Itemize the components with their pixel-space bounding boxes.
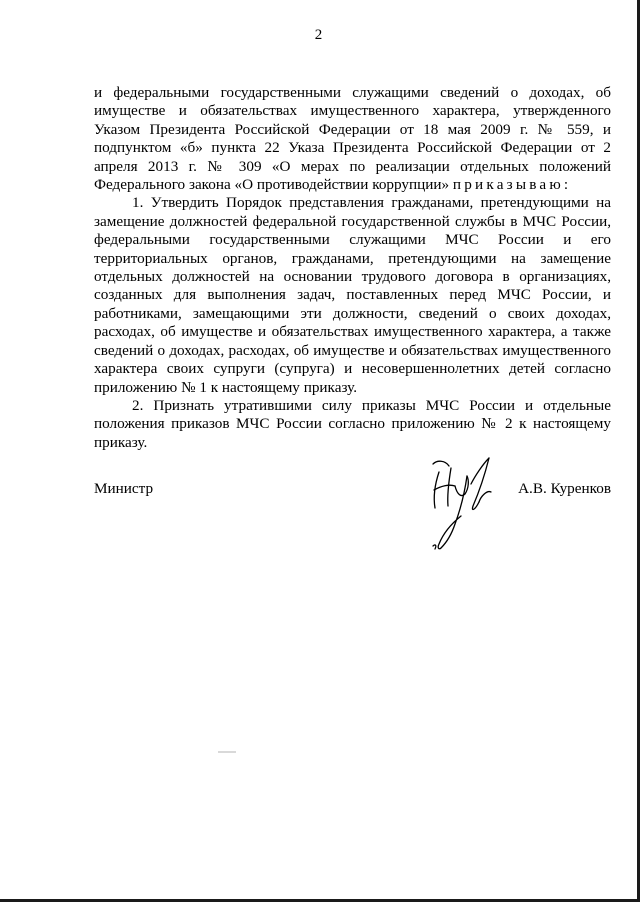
- signer-name: А.В. Куренков: [518, 480, 611, 497]
- signer-position: Министр: [94, 480, 154, 497]
- signature-block: [94, 480, 611, 510]
- paragraph-continuation: [94, 84, 611, 194]
- paragraph-item-2: 2. Признать утратившими силу приказы МЧС России и отдельные положения приказов МЧС России согласно приложению № 2 к настоящему приказу.: [94, 396, 611, 451]
- page-number: 2: [314, 27, 323, 43]
- paragraph-item-1: 1. Утвердить Порядок представления гражданами, претендующими на замещение должностей федеральной государственной службы в МЧС России, федеральными государственными служащими МЧС России и его территориальных органов, гражданами, претендующими на замещение отдельных должностей на основании трудового договора в организациях, созданных для выполнения задач, поставленных перед МЧС России, и работниками, замещающими эти должности, сведений о своих доходах, расходах, об имуществе и обязательствах имущественного характера, а также сведений о доходах, расходах, об имуществе и обязательствах имущественного характера своих супруги (супруга) и несовершеннолетних детей согласно приложению № 1 к настоящему приказу.: [94, 194, 611, 396]
- handwritten-signature: [425, 450, 515, 555]
- scan-artifact: [218, 751, 236, 753]
- paragraph-continuation-text: и федеральными государственными служащими сведений о доходах, об имуществе и обязательствах имущественного характера, утвержденного Указом Президента Российской Федерации от 18 мая 2009 г. № 559, и подпунктом «б» пункта 22 Указа Президента Российской Федерации от 2 апреля 2013 г. № 309 «О мерах по реализации отдельных положений Федерального закона «О противодействии коррупции»: [94, 84, 611, 194]
- document-body: [94, 84, 611, 452]
- order-word: приказываю:: [452, 176, 572, 194]
